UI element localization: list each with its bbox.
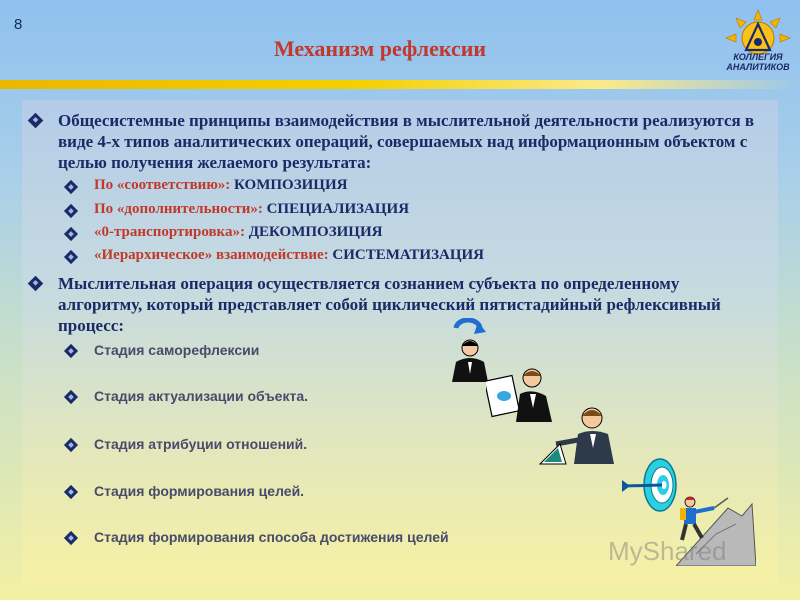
- operation-label: «0-транспортировка»:: [94, 224, 245, 240]
- paragraph-algorithm: Мыслительная операция осуществляется сознанием субъекта по определенному алгоритму, который представляет собой циклический пятистадийный рефлексивный процесс:: [58, 274, 721, 335]
- operation-item: [94, 224, 382, 241]
- stage-item: Стадия саморефлексии: [94, 342, 260, 358]
- operation-label: По «соответствию»:: [94, 177, 231, 193]
- title-underline-bar: [0, 80, 800, 89]
- logo-caption: [716, 52, 800, 72]
- stage-item: Стадия актуализации объекта.: [94, 388, 309, 404]
- logo-line1: КОЛЛЕГИЯ: [733, 52, 783, 62]
- operation-value: КОМПОЗИЦИЯ: [234, 177, 348, 193]
- operation-item: [94, 247, 484, 264]
- operation-item: [94, 177, 347, 194]
- logo-line2: АНАЛИТИКОВ: [726, 62, 790, 72]
- stage-item: Стадия формирования целей.: [94, 483, 305, 499]
- stage-item: Стадия формирования способа достижения целей: [94, 529, 449, 545]
- slide-number: 8: [14, 16, 23, 33]
- operation-value: ДЕКОМПОЗИЦИЯ: [248, 224, 383, 240]
- operation-label: «Иерархическое» взаимодействие:: [94, 247, 329, 263]
- slide-title: Механизм рефлексии: [273, 36, 487, 61]
- paragraph-principles: Общесистемные принципы взаимодействия в мыслительной деятельности реализуются в виде 4-х типов аналитических операций, совершаемых над информационным объектом с целью получения желаемого результата:: [58, 111, 755, 172]
- operation-value: СПЕЦИАЛИЗАЦИЯ: [266, 201, 410, 217]
- watermark-text: MyShared: [608, 536, 727, 566]
- operation-item: [94, 201, 409, 218]
- target-icon: [620, 456, 680, 514]
- stage-item: Стадия атрибуции отношений.: [94, 436, 308, 452]
- operation-value: СИСТЕМАТИЗАЦИЯ: [332, 247, 484, 263]
- relationship-attribution-person-icon: [536, 404, 618, 466]
- operation-label: По «дополнительности»:: [94, 201, 263, 217]
